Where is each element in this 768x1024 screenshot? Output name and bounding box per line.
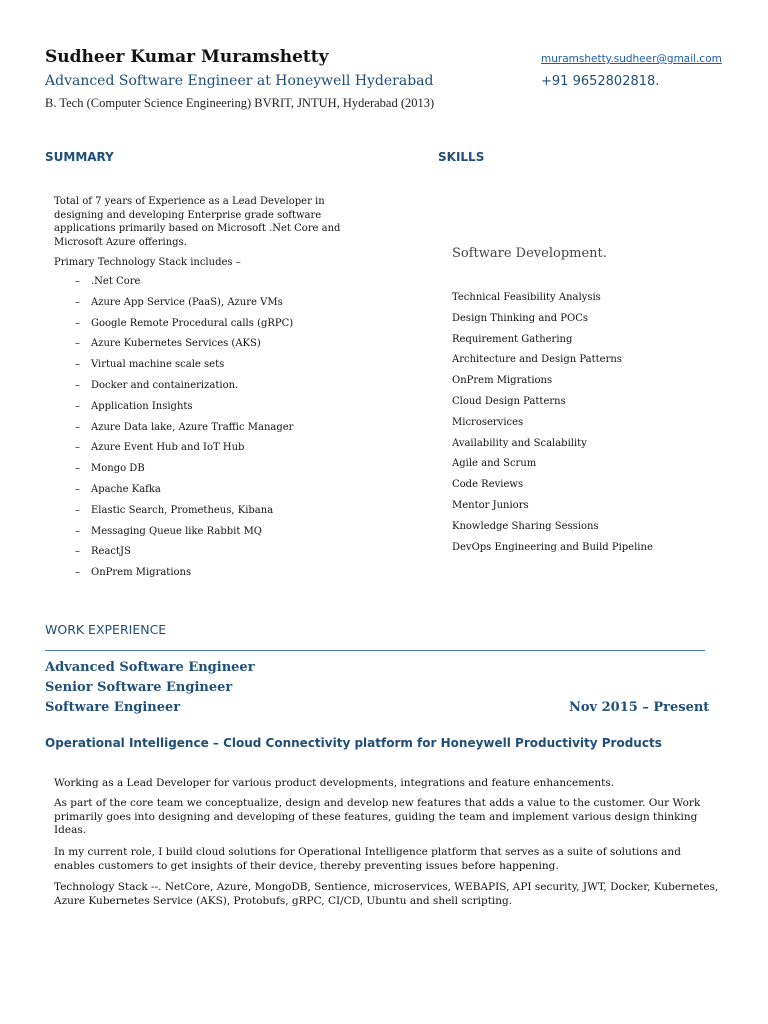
work-paragraph: As part of the core team we conceptualize, design and develop new features that adds a value to the customer. Our Work primarily goes into designing and developing of these features, guiding the team and implement various design thinking Ideas. [54, 797, 701, 836]
technology-stack-list [75, 272, 293, 584]
stack-item-label: Messaging Queue like Rabbit MQ [91, 525, 263, 537]
education: B. Tech (Computer Science Engineering) BVRIT, JNTUH, Hyderabad (2013) [45, 96, 435, 110]
skill-item: Code Reviews [452, 479, 524, 491]
stack-item-label: Elastic Search, Prometheus, Kibana [91, 504, 274, 516]
stack-item [75, 480, 293, 501]
phone-number: +91 9652802818. [541, 74, 660, 89]
stack-item [75, 418, 293, 439]
stack-item [75, 376, 293, 397]
project-title: Operational Intelligence – Cloud Connectivity platform for Honeywell Productivity Products [45, 736, 662, 750]
role-title: Advanced Software Engineer [45, 660, 255, 675]
bullet-dash: – [75, 442, 80, 454]
candidate-name: Sudheer Kumar Muramshetty [45, 47, 329, 67]
skill-item: Technical Feasibility Analysis [452, 292, 601, 303]
skill-item: OnPrem Migrations [452, 375, 553, 387]
bullet-dash: – [75, 421, 80, 433]
bullet-dash: – [75, 567, 80, 579]
stack-item-label: Docker and containerization. [91, 379, 239, 391]
employment-dates: Nov 2015 – Present [569, 700, 710, 715]
current-title: Advanced Software Engineer at Honeywell Hyderabad [45, 73, 434, 89]
stack-item [75, 522, 293, 543]
summary-text: Total of 7 years of Experience as a Lead Developer in designing and developing Enterprise grade software applications primarily based on Microsoft .Net Core and Microsoft Azure offerings. [54, 196, 341, 248]
stack-item-label: .Net Core [91, 276, 141, 287]
skill-item: Requirement Gathering [452, 333, 573, 345]
skill-item: Cloud Design Patterns [452, 395, 566, 407]
bullet-dash: – [75, 359, 80, 371]
role-title: Senior Software Engineer [45, 680, 233, 695]
skills-list [452, 288, 653, 558]
stack-item-label: OnPrem Migrations [91, 567, 192, 579]
skill-item: Availability and Scalability [452, 437, 587, 449]
bullet-dash: – [75, 525, 80, 537]
stack-item-label: ReactJS [91, 546, 131, 558]
skills-heading: SKILLS [438, 150, 485, 164]
skill-item: DevOps Engineering and Build Pipeline [452, 541, 653, 553]
skill-item: Microservices [452, 416, 524, 428]
bullet-dash: – [75, 296, 80, 308]
work-paragraph: In my current role, I build cloud solutions for Operational Intelligence platform that serves as a suite of solutions and enables customers to get insights of their device, thereby preventing issues before happening. [54, 846, 681, 872]
stack-item-label: Google Remote Procedural calls (gRPC) [91, 317, 294, 329]
skill-item: Knowledge Sharing Sessions [452, 520, 599, 532]
skill-item: Mentor Juniors [452, 499, 529, 511]
bullet-dash: – [75, 546, 80, 558]
bullet-dash: – [75, 504, 80, 516]
stack-item [75, 542, 293, 563]
stack-item [75, 272, 293, 293]
bullet-dash: – [75, 276, 80, 287]
summary-heading: SUMMARY [45, 150, 114, 164]
role-title: Software Engineer [45, 700, 181, 715]
stack-item-label: Virtual machine scale sets [91, 359, 225, 371]
work-paragraph: Working as a Lead Developer for various product developments, integrations and feature enhancements. [54, 777, 615, 789]
stack-item [75, 397, 293, 418]
stack-item-label: Azure Kubernetes Services (AKS) [91, 338, 261, 350]
work-paragraph: Technology Stack --. NetCore, Azure, MongoDB, Sentience, microservices, WEBAPIS, API security, JWT, Docker, Kubernetes, Azure Kubernetes Service (AKS), Protobufs, gRPC, CI/CD, Ubuntu and shell scripting. [54, 881, 719, 907]
bullet-dash: – [75, 338, 80, 350]
bullet-dash: – [75, 400, 80, 412]
skill-item: Architecture and Design Patterns [452, 354, 622, 366]
stack-item-label: Mongo DB [91, 463, 145, 475]
skill-item: Agile and Scrum [452, 458, 537, 470]
stack-item [75, 563, 293, 584]
stack-item [75, 355, 293, 376]
skill-item: Design Thinking and POCs [452, 312, 589, 324]
stack-item [75, 459, 293, 480]
email-link[interactable]: muramshetty.sudheer@gmail.com [541, 53, 722, 65]
work-experience-heading: WORK EXPERIENCE [45, 622, 167, 637]
stack-item [75, 293, 293, 314]
stack-item-label: Apache Kafka [91, 483, 161, 495]
skills-subheading: Software Development. [452, 246, 607, 261]
stack-item [75, 334, 293, 355]
bullet-dash: – [75, 379, 80, 391]
bullet-dash: – [75, 463, 80, 475]
stack-intro: Primary Technology Stack includes – [54, 257, 241, 268]
section-divider [45, 650, 705, 651]
bullet-dash: – [75, 483, 80, 495]
stack-item-label: Application Insights [91, 400, 193, 412]
stack-item [75, 314, 293, 335]
stack-item [75, 438, 293, 459]
stack-item-label: Azure Data lake, Azure Traffic Manager [91, 421, 294, 433]
stack-item [75, 501, 293, 522]
stack-item-label: Azure Event Hub and IoT Hub [91, 442, 245, 454]
bullet-dash: – [75, 317, 80, 329]
stack-item-label: Azure App Service (PaaS), Azure VMs [91, 296, 283, 308]
